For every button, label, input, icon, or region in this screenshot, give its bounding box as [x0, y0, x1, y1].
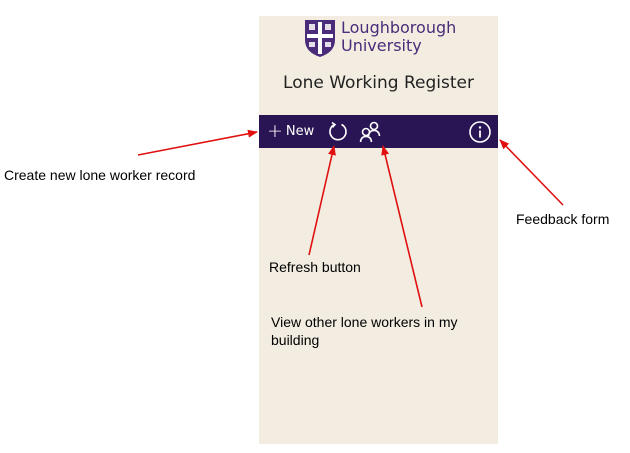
app-screen: [259, 16, 498, 444]
annotation-view: View other lone workers in my building: [271, 314, 458, 348]
arrow-create: [138, 132, 257, 155]
new-button[interactable]: [267, 115, 314, 148]
arrow-feedback: [500, 140, 563, 205]
annotation-create: Create new lone worker record: [4, 167, 196, 183]
info-icon[interactable]: [468, 120, 492, 144]
annotation-feedback: Feedback form: [516, 211, 610, 227]
people-icon[interactable]: [358, 120, 382, 144]
logo-line-1: Loughborough: [341, 18, 457, 37]
annotation-refresh: Refresh button: [269, 259, 361, 275]
toolbar: [259, 115, 498, 148]
university-logo: [303, 18, 463, 58]
refresh-icon[interactable]: [326, 120, 350, 144]
new-button-label: New: [285, 124, 315, 139]
plus-icon: +: [267, 120, 283, 142]
page-title: Lone Working Register: [283, 73, 474, 93]
logo-line-2: University: [341, 36, 422, 55]
crest-icon: [303, 18, 337, 58]
university-name: [341, 19, 456, 55]
